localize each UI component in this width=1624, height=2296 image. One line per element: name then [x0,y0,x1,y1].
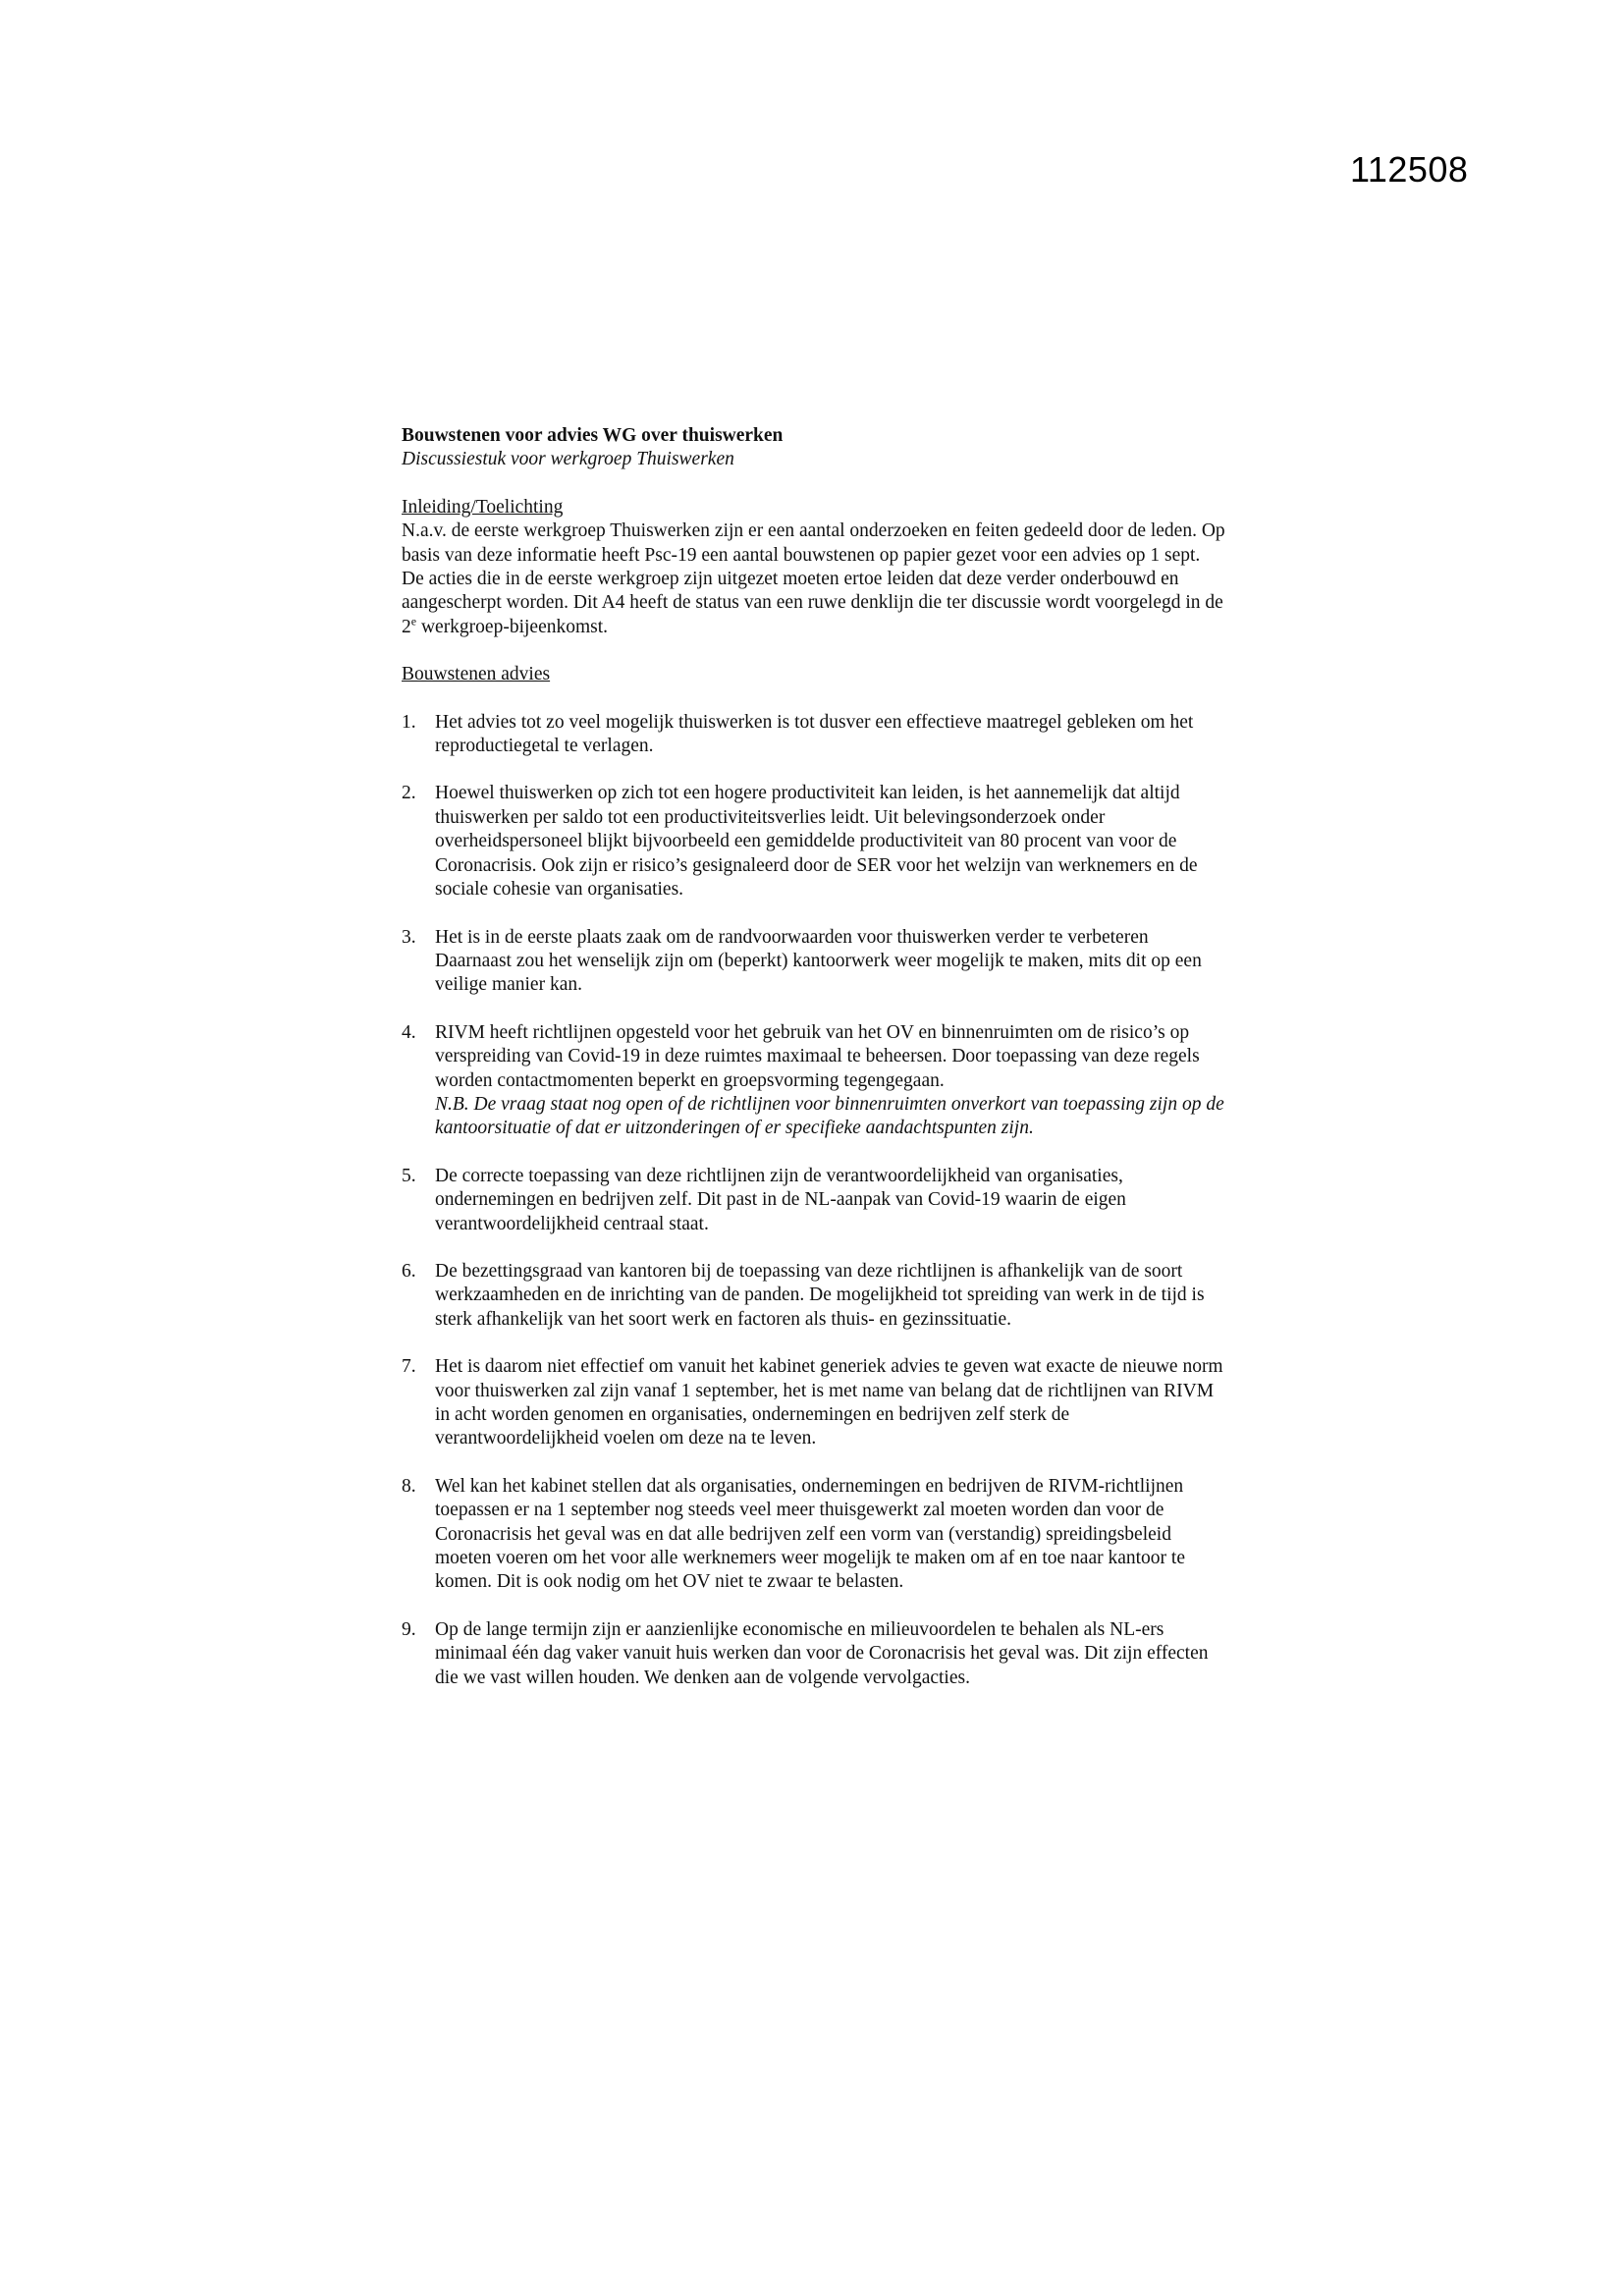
advice-list [402,711,1226,1690]
intro-text-main: N.a.v. de eerste werkgroep Thuiswerken zijn er een aantal onderzoeken en feiten gedeeld door de leden. Op basis van deze informatie heeft Psc-19 een aantal bouwstenen op papier gezet voor een advies op 1 sept. De acties die in de eerste werkgroep zijn uitgezet moeten ertoe leiden dat deze verder onderbouwd en aangescherpt worden. Dit A4 heeft de status van een ruwe denklijn die ter discussie wordt voorgelegd in de 2 [402,520,1225,637]
document-title: Bouwstenen voor advies WG over thuiswerken [402,425,784,446]
list-item [402,1618,1226,1690]
list-item [402,1475,1226,1595]
intro-section [402,496,1226,639]
list-item-number: 6. [402,1260,416,1282]
list-item-number: 3. [402,926,416,948]
list-item [402,782,1226,902]
intro-text-end: werkgroep-bijeenkomst. [416,616,609,637]
document-number: 112508 [1350,149,1469,190]
list-item [402,711,1226,759]
list-item-text: Het is daarom niet effectief om vanuit het kabinet generiek advies te geven wat exacte de nieuwe norm voor thuiswerken zal zijn vanaf 1 september, het is met name van belang dat de richtlijnen van RIVM in acht worden genomen en organisaties, ondernemingen en bedrijven zelf sterk de verantwoordelijkheid voelen om deze na te leven. [435,1356,1223,1449]
list-item-number: 4. [402,1021,416,1043]
list-item-number: 1. [402,711,416,733]
list-item-number: 7. [402,1356,416,1378]
list-item [402,1260,1226,1332]
list-item-note: N.B. De vraag staat nog open of de richtlijnen voor binnenruimten onverkort van toepassing zijn op de kantoorsituatie of dat er uitzonderingen of er specifieke aandachtspunten zijn. [435,1093,1224,1139]
list-item-text: Op de lange termijn zijn er aanzienlijke economische en milieuvoordelen te behalen als NL-ers minimaal één dag vaker vanuit huis werken dan voor de Coronacrisis het geval was. Dit zijn effecten die we vast willen houden. We denken aan de volgende vervolgacties. [435,1618,1209,1688]
list-item-text: Hoewel thuiswerken op zich tot een hogere productiviteit kan leiden, is het aannemelijk dat altijd thuiswerken per saldo tot een productiviteitsverlies leidt. Uit belevingsonderzoek onder overheidspersoneel blijkt bijvoorbeeld een gemiddelde productiviteit van 80 procent van voor de Coronacrisis. Ook zijn er risico’s gesignaleerd door de SER voor het welzijn van werknemers en de sociale cohesie van organisaties. [435,783,1198,901]
document-subtitle: Discussiestuk voor werkgroep Thuiswerken [402,449,734,470]
list-item-text: Het is in de eerste plaats zaak om de randvoorwaarden voor thuiswerken verder te verbeteren Daarnaast zou het wenselijk zijn om (beperkt) kantoorwerk weer mogelijk te maken, mits dit op een veilige manier kan. [435,926,1202,996]
list-item-text: Het advies tot zo veel mogelijk thuiswerken is tot dusver een effectieve maatregel gebleken om het reproductiegetal te verlagen. [435,711,1194,757]
list-item-text: De bezettingsgraad van kantoren bij de toepassing van deze richtlijnen is afhankelijk van de soort werkzaamheden en de inrichting van de panden. De mogelijkheid tot spreiding van werk in de tijd is sterk afhankelijk van het soort werk en factoren als thuis- en gezinssituatie. [435,1260,1205,1330]
list-item-text: Wel kan het kabinet stellen dat als organisaties, ondernemingen en bedrijven de RIVM-richtlijnen toepassen er na 1 september nog steeds veel meer thuisgewerkt zal moeten worden dan voor de Coronacrisis het geval was en dat alle bedrijven zelf een vorm van (verstandig) spreidingsbeleid moeten voeren om het voor alle werknemers weer mogelijk te maken om af en toe naar kantoor te komen. Dit is ook nodig om het OV niet te zwaar te belasten. [435,1475,1185,1593]
list-item-number: 5. [402,1165,416,1186]
list-item-number: 2. [402,783,416,804]
list-item [402,1165,1226,1236]
intro-text [402,519,1226,639]
list-item-text: RIVM heeft richtlijnen opgesteld voor het gebruik van het OV en binnenruimten om de risico’s op verspreiding van Covid-19 in deze ruimtes maximaal te beheersen. Door toepassing van deze regels worden contactmomenten beperkt en groepsvorming tegengegaan. [435,1021,1200,1091]
advice-heading: Bouwstenen advies [402,664,551,685]
list-item-text: De correcte toepassing van deze richtlijnen zijn de verantwoordelijkheid van organisaties, ondernemingen en bedrijven zelf. Dit past in de NL-aanpak van Covid-19 waarin de eigen verantwoordelijkheid centraal staat. [435,1165,1126,1234]
list-item-number: 8. [402,1475,416,1497]
intro-superscript: e [410,614,417,629]
document-body [402,424,1226,1714]
list-item [402,1355,1226,1451]
list-item-number: 9. [402,1618,416,1640]
list-item [402,1021,1226,1141]
list-item [402,926,1226,998]
intro-heading: Inleiding/Toelichting [402,496,564,518]
